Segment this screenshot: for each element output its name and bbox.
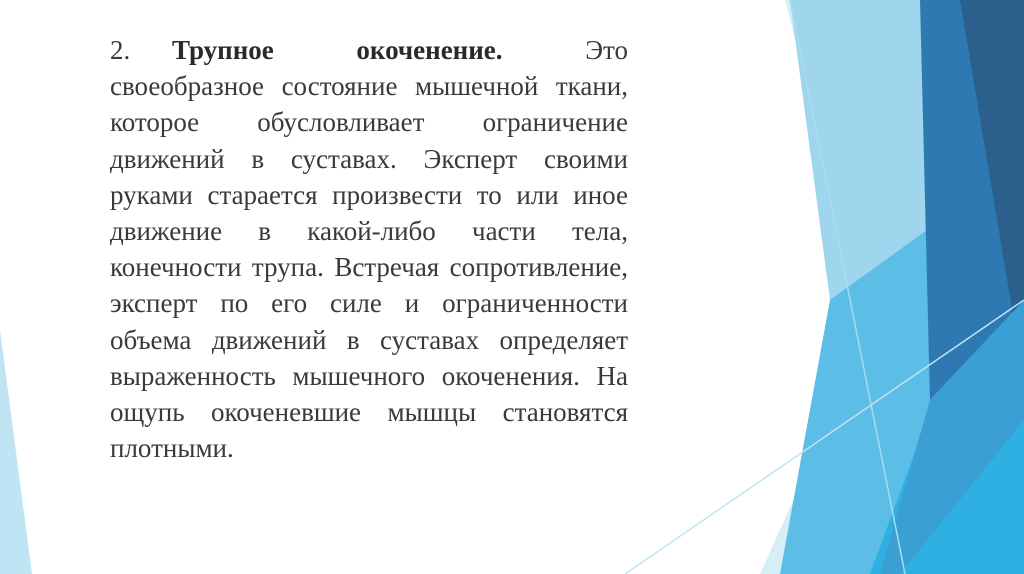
slide-heading: Трупное окоченение. xyxy=(172,35,503,65)
left-edge-stripe xyxy=(0,330,32,574)
slide-body-text xyxy=(110,32,628,466)
item-number: 2. xyxy=(110,35,131,65)
slide-body: Это своеобразное состояние мышечной ткани, которое обусловливает ограничение движений в суставах. Эксперт своими руками старается произвести то или иное движение в какой-либо части тела, конечности трупа. Встречая сопротивление, эксперт по его силе и ограниченности объема движений в суставах определяет выраженность мышечного окоченения. На ощупь окоченевшие мышцы становятся плотными. xyxy=(110,35,628,464)
